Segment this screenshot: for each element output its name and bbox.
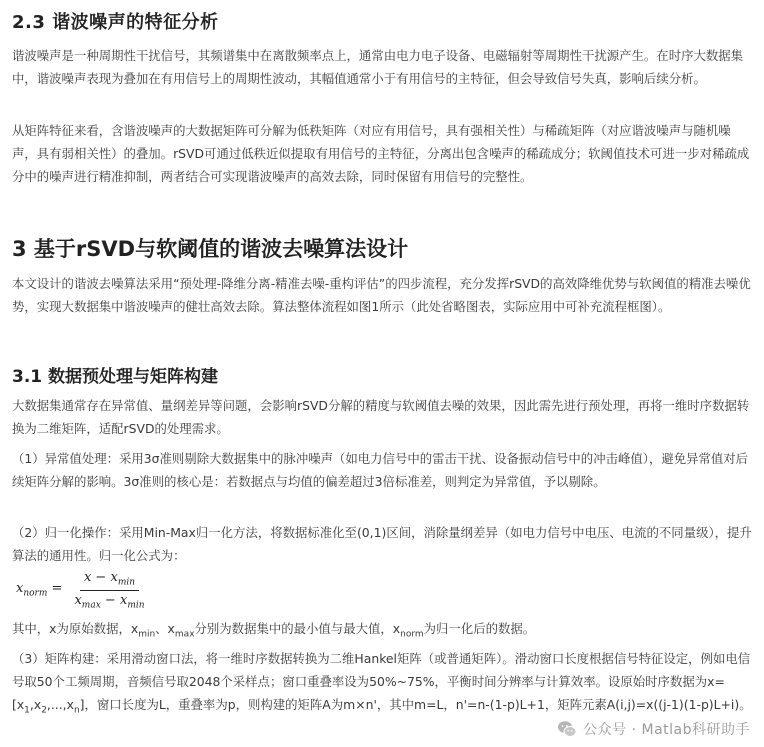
formula-fraction [70,570,148,610]
wechat-icon [557,720,577,738]
watermark [557,719,750,739]
paragraph-algorithm-overview: 本文设计的谐波去噪算法采用“预处理-降维分离-精准去噪-重构评估”的四步流程，充分发挥rSVD的高效降维优势与软阈值的精准去噪优势，实现大数据集中谐波噪声的健壮高效去除。算法整体流程如图1所示（此处省略图表，实际应用中可补充流程框图）。 [12,276,751,314]
formula-numerator: $x - x_{min}$ [80,570,139,591]
paragraph-harmonic-noise-definition: 谐波噪声是一种周期性干扰信号，其频谱集中在离散频率点上，通常由电力电子设备、电磁辐射等周期性干扰源产生。在时序大数据集中，谐波噪声表现为叠加在有用信号上的周期性波动，其幅值通常小于有用信号的主特征，但会导致信号失真，影响后续分析。 [12,48,744,86]
section-heading-3-1: 3.1 数据预处理与矩阵构建 [12,367,219,387]
paragraph-matrix-construction: （3）矩阵构建：采用滑动窗口法，将一维时序数据转换为二维Hankel矩阵（或普通矩阵）。滑动窗口长度根据信号特征设定，例如电信号取50个工频周期，音频信号取2048个采样点；窗口重叠率设为50%~75%，平衡时间分辨率与计算效率。设原始时序数据为$x=[x_1,x_2,...,x_n]$，窗口长度为L，重叠率为p，则构建的矩阵A为m×n'，其中m=L，n'=n-(1-p)L+1，矩阵元素A(i,j)=x((j-1)(1-p)L+i)。 [12,651,752,716]
normalization-formula [16,570,149,610]
section-heading-2-3: 2.3 谐波噪声的特征分析 [12,12,219,33]
paragraph-preprocessing-intro: 大数据集通常存在异常值、量纲差异等问题，会影响rSVD分解的精度与软阈值去噪的效果，因此需先进行预处理，再将一维时序数据转换为二维矩阵，适配rSVD的处理需求。 [12,398,750,436]
paragraph-formula-explanation: 其中，x为原始数据，$x_{min}$、$x_{max}$分别为数据集中的最小值与最大值，$x_{norm}$为归一化后的数据。 [12,621,536,640]
watermark-text: 公众号 · Matlab科研助手 [583,722,750,738]
formula-denominator: $x_{max} - x_{min}$ [74,592,145,611]
formula-lhs: $x_{norm}$ = [16,581,63,599]
paragraph-outlier-handling: （1）异常值处理：采用3σ准则剔除大数据集中的脉冲噪声（如电力信号中的雷击干扰、设备振动信号中的冲击峰值），避免异常值对后续矩阵分解的影响。3σ准则的核心是：若数据点与均值的偏差超过3倍标准差，则判定为异常值，予以剔除。 [12,451,749,489]
paragraph-normalization: （2）归一化操作：采用Min-Max归一化方法，将数据标准化至(0,1)区间，消除量纲差异（如电力信号中电压、电流的不同量级），提升算法的通用性。归一化公式为： [12,525,752,563]
paragraph-matrix-features: 从矩阵特征来看，含谐波噪声的大数据矩阵可分解为低秩矩阵（对应有用信号，具有强相关性）与稀疏矩阵（对应谐波噪声与随机噪声，具有弱相关性）的叠加。rSVD可通过低秩近似提取有用信号的主特征，分离出包含噪声的稀疏成分；软阈值技术可进一步对稀疏成分中的噪声进行精准抑制，两者结合可实现谐波噪声的高效去除，同时保留有用信号的完整性。 [12,123,750,184]
section-heading-3: 3 基于rSVD与软阈值的谐波去噪算法设计 [12,237,409,261]
